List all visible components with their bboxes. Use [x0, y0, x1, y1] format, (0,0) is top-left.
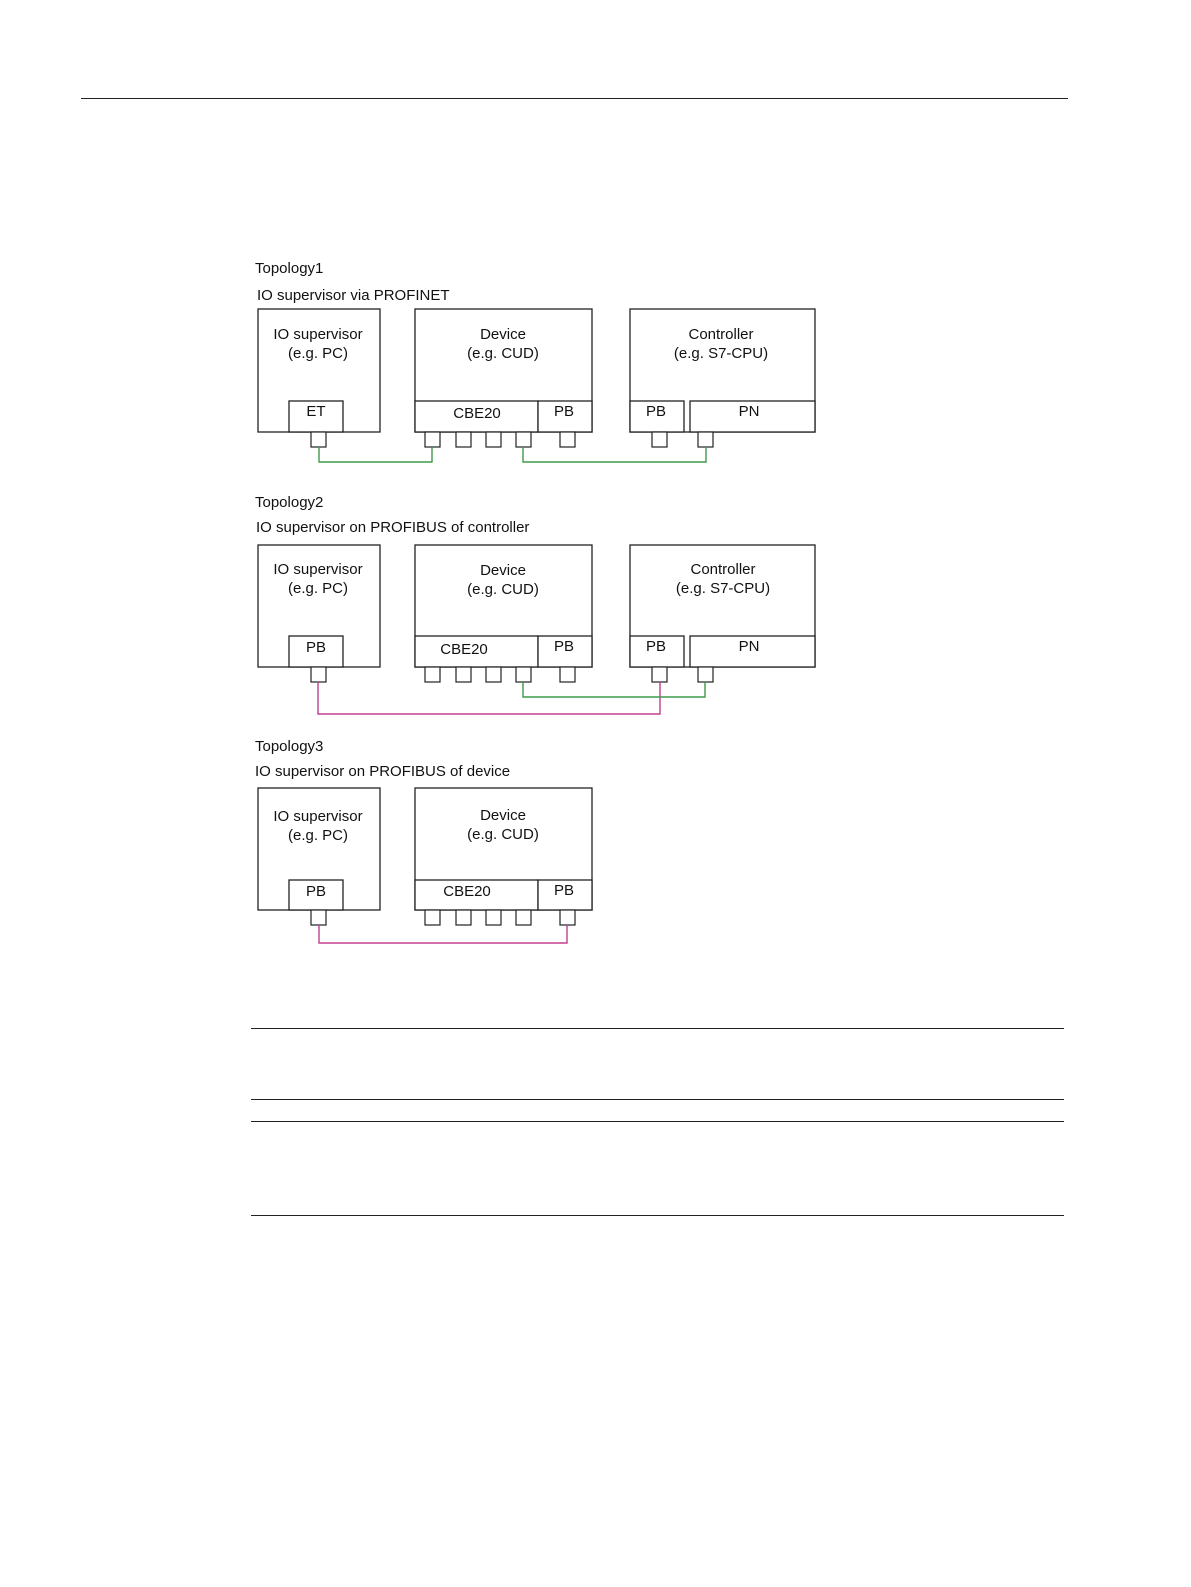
io-supervisor-port-label: PB: [305, 883, 327, 900]
topology-1-subtitle: IO supervisor via PROFINET: [257, 287, 450, 304]
controller-pn-label: PN: [738, 403, 760, 420]
device-pb-label: PB: [553, 638, 575, 655]
device-example: (e.g. CUD): [467, 581, 539, 598]
device-cbe20-port-4: [516, 910, 531, 925]
device-label: Device: [480, 562, 526, 579]
controller-label: Controller: [690, 561, 756, 578]
io-supervisor-box: [258, 309, 380, 432]
controller-box: [630, 545, 815, 667]
io-supervisor-example: (e.g. PC): [287, 827, 349, 844]
topology-1-title: Topology1: [255, 260, 324, 277]
device-box: [415, 309, 592, 432]
device-cbe20-port-2: [456, 667, 471, 682]
io-supervisor-example: (e.g. PC): [287, 580, 349, 597]
device-box: [415, 788, 592, 910]
topology-2-title: Topology2: [255, 494, 324, 511]
io-supervisor-box: [258, 788, 380, 910]
profibus-link-supervisor-device: [319, 925, 567, 943]
controller-example: (e.g. S7-CPU): [673, 345, 769, 362]
controller-example: (e.g. S7-CPU): [675, 580, 771, 597]
device-pb-label: PB: [553, 403, 575, 420]
io-supervisor-label: IO supervisor: [273, 561, 363, 578]
device-cbe20-port-1: [425, 432, 440, 447]
device-cbe20-port-3: [486, 432, 501, 447]
device-pb-connector: [560, 910, 575, 925]
device-example: (e.g. CUD): [467, 826, 539, 843]
topology-2-subtitle: IO supervisor on PROFIBUS of controller: [256, 519, 530, 536]
profibus-link-supervisor-controller: [318, 682, 660, 714]
controller-label: Controller: [688, 326, 754, 343]
io-supervisor-port-label: ET: [306, 403, 326, 420]
io-supervisor-connector: [311, 910, 326, 925]
io-supervisor-example: (e.g. PC): [287, 345, 349, 362]
profinet-link-device-controller: [523, 682, 705, 697]
device-box: [415, 545, 592, 667]
device-cbe20-port-3: [486, 667, 501, 682]
device-label: Device: [480, 326, 526, 343]
device-pb-connector: [560, 432, 575, 447]
device-pb-connector: [560, 667, 575, 682]
device-cbe20-port-1: [425, 910, 440, 925]
io-supervisor-box: [258, 545, 380, 667]
profinet-link-device-controller: [523, 447, 706, 462]
device-cbe20-port-1: [425, 667, 440, 682]
device-cbe20-port-2: [456, 432, 471, 447]
device-cbe20-label: CBE20: [453, 405, 501, 422]
topology-3: [255, 738, 592, 943]
controller-pb-label: PB: [645, 403, 667, 420]
controller-box: [630, 309, 815, 432]
profinet-link-supervisor-device: [319, 447, 432, 462]
device-cbe20-label: CBE20: [443, 883, 491, 900]
topology-1: [255, 260, 815, 462]
device-cbe20-port-4: [516, 667, 531, 682]
device-cbe20-port-3: [486, 910, 501, 925]
device-label: Device: [480, 807, 526, 824]
controller-pb-connector: [652, 432, 667, 447]
io-supervisor-port-label: PB: [305, 639, 327, 656]
controller-pb-label: PB: [645, 638, 667, 655]
controller-pn-label: PN: [738, 638, 760, 655]
device-cbe20-label: CBE20: [440, 641, 488, 658]
controller-pn-connector: [698, 432, 713, 447]
device-example: (e.g. CUD): [467, 345, 539, 362]
topology-2: [255, 494, 815, 714]
device-cbe20-port-2: [456, 910, 471, 925]
controller-pb-connector: [652, 667, 667, 682]
topology-3-title: Topology3: [255, 738, 324, 755]
io-supervisor-label: IO supervisor: [273, 808, 363, 825]
io-supervisor-label: IO supervisor: [273, 326, 363, 343]
io-supervisor-connector: [311, 667, 326, 682]
topology-3-subtitle: IO supervisor on PROFIBUS of device: [255, 763, 511, 780]
io-supervisor-connector: [311, 432, 326, 447]
controller-pn-connector: [698, 667, 713, 682]
device-pb-label: PB: [553, 882, 575, 899]
device-cbe20-port-4: [516, 432, 531, 447]
